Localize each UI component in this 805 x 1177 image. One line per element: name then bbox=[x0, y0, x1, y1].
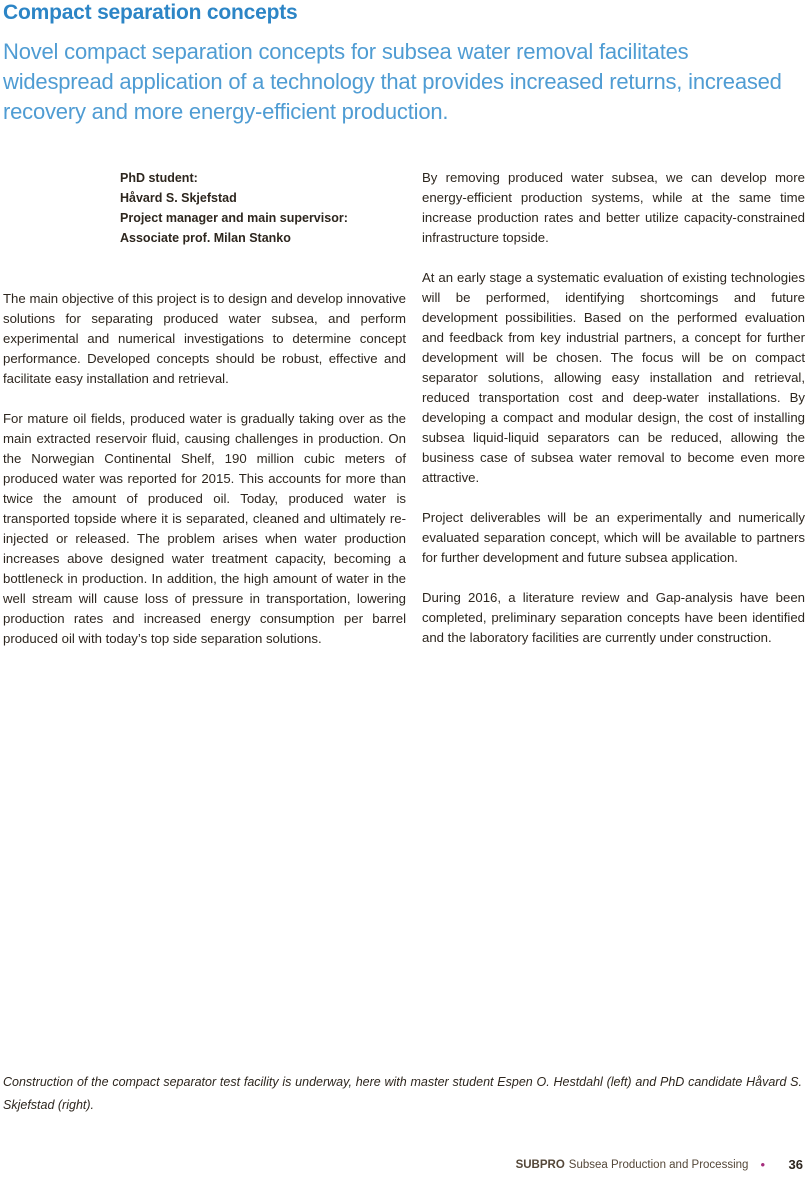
footer-brand: SUBPRO bbox=[515, 1158, 565, 1171]
credits-block bbox=[120, 168, 406, 248]
footer-publication-title: Subsea Production and Processing bbox=[568, 1158, 749, 1171]
photo-caption: Construction of the compact separator test facility is underway, here with master student Espen O. Hestdahl (left) and PhD candidate Håvard S. Skjefstad (right). bbox=[3, 1075, 802, 1112]
lead-paragraph: Novel compact separation concepts for subsea water removal facilitates widespread application of a technology that provides increased returns, increased recovery and more energy-efficient production. bbox=[3, 39, 782, 124]
phd-student-label: PhD student: bbox=[120, 171, 198, 185]
body-paragraph: At an early stage a systematic evaluation of existing technologies will be performed, identifying shortcomings and future development possibilities. Based on the performed evaluation and feedback from key industrial partners, a concept for further development will be chosen. The focus will be on compact separator solutions, allowing easy installation and retrieval, reduced transportation cost and deep-water installations. By developing a compact and modular design, the cost of installing subsea liquid-liquid separators can be reduced, allowing the business case of subsea water removal to become even more attractive. bbox=[422, 270, 805, 485]
phd-student-name: Håvard S. Skjefstad bbox=[120, 191, 237, 205]
page-footer bbox=[516, 1157, 803, 1172]
left-column bbox=[3, 168, 406, 669]
body-paragraph: The main objective of this project is to design and develop innovative solutions for separating produced water subsea, and perform experimental and numerical investigations to determine concept performance. Developed concepts should be robust, effective and facilitate easy installation and retrieval. bbox=[3, 291, 406, 386]
body-paragraph: During 2016, a literature review and Gap-analysis have been completed, preliminary separation concepts have been identified and the laboratory facilities are currently under construction. bbox=[422, 590, 805, 645]
two-column-body bbox=[3, 168, 805, 669]
footer-bullet-icon: • bbox=[760, 1157, 765, 1172]
page-title: Compact separation concepts bbox=[3, 1, 298, 24]
body-paragraph: By removing produced water subsea, we can develop more energy-efficient production systems, while at the same time increase production rates and better utilize capacity-constrained infrastructure topside. bbox=[422, 170, 805, 245]
footer-page-number: 36 bbox=[788, 1157, 803, 1172]
body-paragraph: Project deliverables will be an experimentally and numerically evaluated separation concept, which will be available to partners for further development and future subsea application. bbox=[422, 510, 805, 565]
supervisor-label: Project manager and main supervisor: bbox=[120, 211, 348, 225]
supervisor-name: Associate prof. Milan Stanko bbox=[120, 231, 291, 245]
body-paragraph: For mature oil fields, produced water is gradually taking over as the main extracted reservoir fluid, causing challenges in production. On the Norwegian Continental Shelf, 190 million cubic meters of produced water was reported for 2015. This accounts for more than twice the amount of produced oil. Today, produced water is transported topside where it is separated, cleaned and ultimately re-injected or released. The problem arises when water production increases above designed water treatment capacity, becoming a bottleneck in production. In addition, the high amount of water in the well stream will cause loss of pressure in transportation, lowering production rates and increased energy consumption per barrel produced oil with today’s top side separation solutions. bbox=[3, 411, 406, 646]
right-column bbox=[422, 168, 805, 669]
